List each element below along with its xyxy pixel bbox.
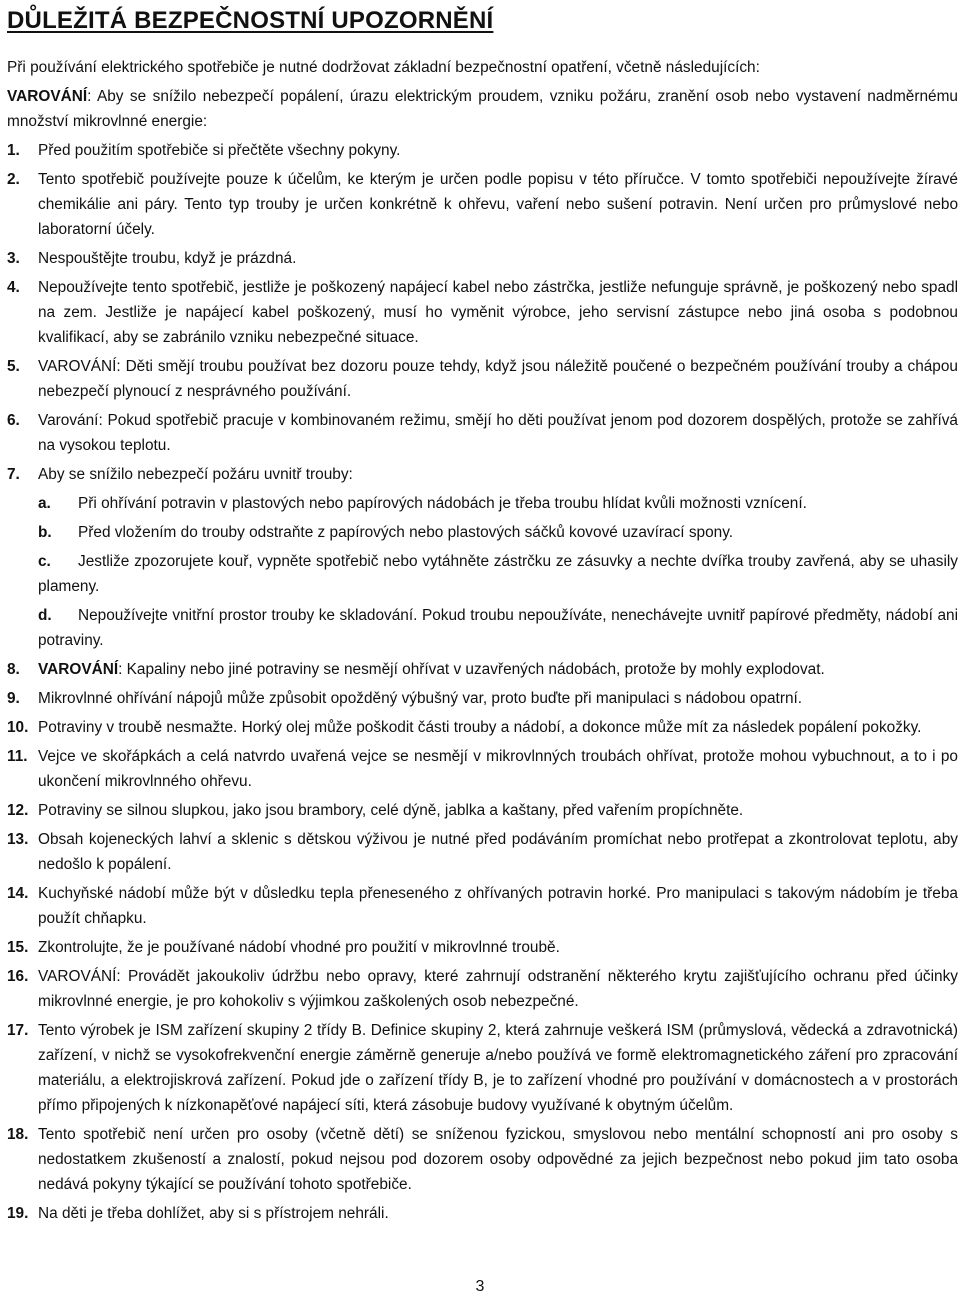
item-number: 5. xyxy=(7,358,20,375)
item-text: Před použitím spotřebiče si přečtěte všechny pokyny. xyxy=(38,142,401,159)
item-text: Potraviny se silnou slupkou, jako jsou brambory, celé dýně, jablka a kaštany, před vařením propíchněte. xyxy=(38,802,744,819)
item-number: 18. xyxy=(7,1126,29,1143)
list-item xyxy=(7,935,958,960)
subitem-letter: a. xyxy=(38,495,51,512)
item-number: 15. xyxy=(7,939,29,956)
sublist-item xyxy=(38,491,958,516)
warning-label: VAROVÁNÍ xyxy=(7,88,88,105)
subitem-letter: d. xyxy=(38,607,52,624)
item-number: 19. xyxy=(7,1205,29,1222)
item-text: Na děti je třeba dohlížet, aby si s přístrojem nehráli. xyxy=(38,1205,389,1222)
list-item xyxy=(7,964,958,1014)
list-item xyxy=(7,1122,958,1197)
subitem-text: Při ohřívání potravin v plastových nebo papírových nádobách je třeba troubu hlídat kvůli možnosti vznícení. xyxy=(78,495,807,512)
subitem-text: Před vložením do trouby odstraňte z papírových nebo plastových sáčků kovové uzavírací spony. xyxy=(78,524,734,541)
warning-paragraph xyxy=(7,84,958,134)
item-text: Vejce ve skořápkách a celá natvrdo uvařená vejce se nesmějí v mikrovlnných troubách ohřívat, protože mohou vybuchnout, a to i po ukončení mikrovlnného ohřevu. xyxy=(38,748,958,790)
item-text: Potraviny v troubě nesmažte. Horký olej může poškodit části trouby a nádobí, a dokonce může mít za následek popálení pokožky. xyxy=(38,719,922,736)
item-number: 6. xyxy=(7,412,20,429)
item-text: Nespouštějte troubu, když je prázdná. xyxy=(38,250,297,267)
item-text: Nepoužívejte tento spotřebič, jestliže je poškozený napájecí kabel nebo zástrčka, jestliže nefunguje správně, je poškozený nebo spadl na zem. Jestliže je napájecí kabel poškozený, musí ho vyměnit výrobce, jeho servisní zástupce nebo jiná osoba s podobnou kvalifikací, aby se zabránilo vzniku nebezpečné situace. xyxy=(38,279,958,346)
list-item xyxy=(7,827,958,877)
item-text: Obsah kojeneckých lahví a sklenic s dětskou výživou je nutné před podáváním promíchat nebo protřepat a zkontrolovat teplotu, aby nedošlo k popálení. xyxy=(38,831,958,873)
item-text: Kuchyňské nádobí může být v důsledku tepla přeneseného z ohřívaných potravin horké. Pro manipulaci s takovým nádobím je třeba použít chňapku. xyxy=(38,885,958,927)
item-number: 7. xyxy=(7,466,20,483)
item-number: 12. xyxy=(7,802,29,819)
item-text: VAROVÁNÍ: Děti smějí troubu používat bez dozoru pouze tehdy, když jsou náležitě poučené o bezpečném používání trouby a chápou nebezpečí plynoucí z nesprávného používání. xyxy=(38,358,958,400)
item-text: Tento spotřebič není určen pro osoby (včetně dětí) se sníženou fyzickou, smyslovou nebo mentální schopností ani pro osoby s nedostatkem zkušeností a znalostí, pokud nejsou pod dozorem osoby odpovědné za jejich bezpečnost nebo pokud jim tato osoba nedává pokyny týkající se používání tohoto spotřebiče. xyxy=(38,1126,958,1193)
item-number: 9. xyxy=(7,690,20,707)
item-number: 3. xyxy=(7,250,20,267)
subitem-letter: c. xyxy=(38,553,51,570)
item-number: 4. xyxy=(7,279,20,296)
sublist-item xyxy=(38,549,958,599)
item-number: 8. xyxy=(7,661,20,678)
subitem-text: Nepoužívejte vnitřní prostor trouby ke skladování. Pokud troubu nepoužíváte, nenechávejte uvnitř papírové předměty, nádobí ani potraviny. xyxy=(38,607,958,649)
item-number: 13. xyxy=(7,831,29,848)
item-text: Zkontrolujte, že je používané nádobí vhodné pro použití v mikrovlnné troubě. xyxy=(38,939,560,956)
item-number: 14. xyxy=(7,885,29,902)
item-text: Tento spotřebič používejte pouze k účelům, ke kterým je určen podle popisu v této příručce. V tomto spotřebiči nepoužívejte žíravé chemikálie ani páry. Tento typ trouby je určen konkrétně k ohřevu, vaření nebo sušení potravin. Není určen pro průmyslové nebo laboratorní účely. xyxy=(38,171,958,238)
item-text: Varování: Pokud spotřebič pracuje v kombinovaném režimu, smějí ho děti používat jenom pod dozorem dospělých, protože se zahřívá na vysokou teplotu. xyxy=(38,412,958,454)
warning-text: : Aby se snížilo nebezpečí popálení, úrazu elektrickým proudem, vzniku požáru, zranění osob nebo vystavení nadměrnému množství mikrovlnné energie: xyxy=(7,88,958,130)
list-item xyxy=(7,1018,958,1118)
list-item xyxy=(7,167,958,242)
list-item xyxy=(7,798,958,823)
list-item xyxy=(7,246,958,271)
list-item xyxy=(7,715,958,740)
item-text: VAROVÁNÍ: Provádět jakoukoliv údržbu nebo opravy, které zahrnují odstranění některého krytu zajišťujícího ochranu před účinky mikrovlnné energie, je pro kohokoliv s výjimkou zaškolených osob nebezpečné. xyxy=(38,968,958,1010)
subitem-letter: b. xyxy=(38,524,52,541)
page-number: 3 xyxy=(475,1278,485,1295)
list-item xyxy=(7,462,958,653)
list-item xyxy=(7,686,958,711)
list-item xyxy=(7,138,958,163)
item-number: 11. xyxy=(7,748,28,765)
list-item xyxy=(7,744,958,794)
document-page xyxy=(7,0,958,1226)
list-item xyxy=(7,1201,958,1226)
item-text: Aby se snížilo nebezpečí požáru uvnitř trouby: xyxy=(38,466,353,483)
item-number: 1. xyxy=(7,142,20,159)
safety-list xyxy=(7,138,958,1226)
item-text: : Kapaliny nebo jiné potraviny se nesmějí ohřívat v uzavřených nádobách, protože by mohly explodovat. xyxy=(118,661,825,678)
list-item xyxy=(7,657,958,682)
list-item xyxy=(7,408,958,458)
item-number: 17. xyxy=(7,1022,29,1039)
item-warning-label: VAROVÁNÍ xyxy=(38,661,119,678)
intro-paragraph: Při používání elektrického spotřebiče je nutné dodržovat základní bezpečnostní opatření, včetně následujících: xyxy=(7,59,760,76)
fire-prevention-sublist xyxy=(38,491,958,653)
list-item xyxy=(7,881,958,931)
list-item xyxy=(7,275,958,350)
sublist-item xyxy=(38,520,958,545)
item-number: 16. xyxy=(7,968,29,985)
item-number: 2. xyxy=(7,171,20,188)
subitem-text: Jestliže zpozorujete kouř, vypněte spotřebič nebo vytáhněte zástrčku ze zásuvky a nechte dvířka trouby zavřená, aby se uhasily plameny. xyxy=(38,553,958,595)
item-number: 10. xyxy=(7,719,29,736)
item-text: Tento výrobek je ISM zařízení skupiny 2 třídy B. Definice skupiny 2, která zahrnuje veškerá ISM (průmyslová, vědecká a zdravotnická) zařízení, v nichž se vysokofrekvenční energie záměrně generuje a/nebo používá ve formě elektromagnetického záření pro zpracování materiálu, a elektrojiskrová zařízení. Pokud jde o zařízení třídy B, je to zařízení vhodné pro používání v domácnostech a v prostorách přímo připojených k nízkonapěťové napájecí síti, která zásobuje budovy využívané k obytným účelům. xyxy=(38,1022,958,1114)
list-item xyxy=(7,354,958,404)
item-text: Mikrovlnné ohřívání nápojů může způsobit opožděný výbušný var, proto buďte při manipulaci s nádobou opatrní. xyxy=(38,690,803,707)
sublist-item xyxy=(38,603,958,653)
page-title: DŮLEŽITÁ BEZPEČNOSTNÍ UPOZORNĚNÍ xyxy=(7,7,494,34)
